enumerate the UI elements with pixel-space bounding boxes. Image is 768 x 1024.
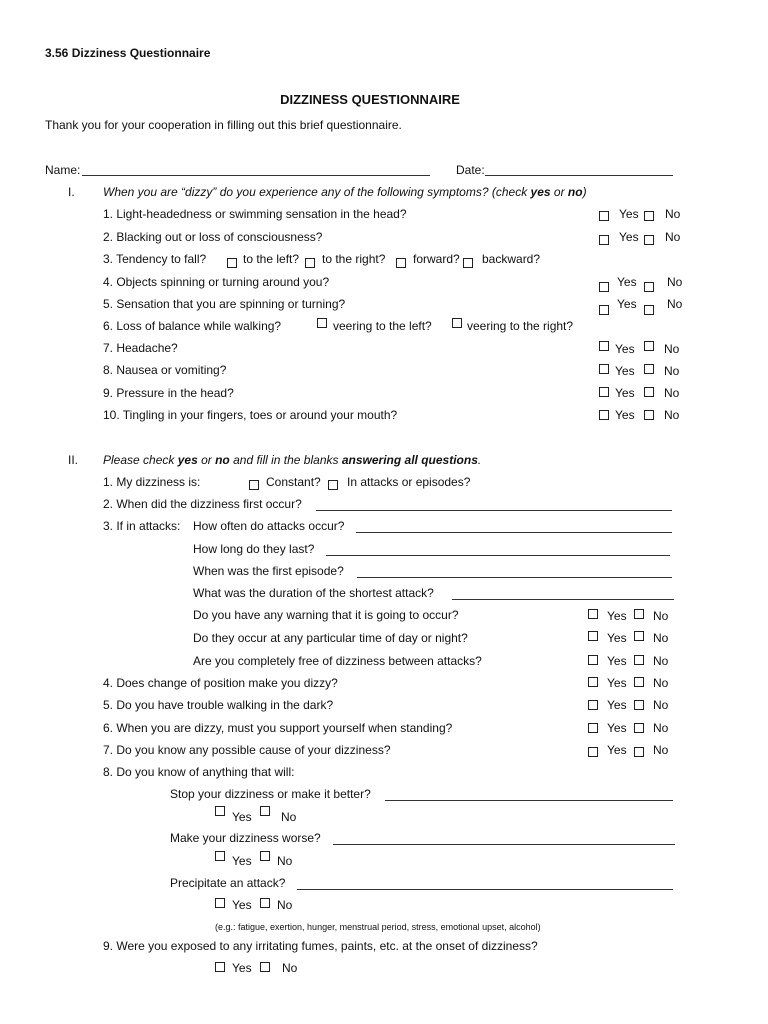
p1-q4-yes-checkbox[interactable] xyxy=(599,282,609,292)
part1-instructions: When you are “dizzy” do you experience any of the following symptoms? (check yes or no) xyxy=(103,185,587,199)
part1-numeral: I. xyxy=(68,185,75,199)
p2-q3d-text: What was the duration of the shortest attack? xyxy=(193,586,434,600)
p2-q6-yes-checkbox[interactable] xyxy=(588,723,598,733)
p1-q1-text: 1. Light-headedness or swimming sensation in the head? xyxy=(103,207,407,221)
option-label: veering to the right? xyxy=(467,319,574,333)
p2-q7-no-checkbox[interactable] xyxy=(634,747,644,757)
p1-q10-yes-checkbox[interactable] xyxy=(599,410,609,420)
p1-q5-text: 5. Sensation that you are spinning or turning? xyxy=(103,297,346,311)
yes-label: Yes xyxy=(607,654,627,668)
p1-q4-text: 4. Objects spinning or turning around you? xyxy=(103,275,330,289)
page-title: DIZZINESS QUESTIONNAIRE xyxy=(280,92,460,107)
no-label: No xyxy=(653,698,669,712)
yes-label: Yes xyxy=(607,721,627,735)
p2-q3-text: 3. If in attacks: xyxy=(103,519,181,533)
yes-label: Yes xyxy=(615,386,635,400)
p1-q2-text: 2. Blacking out or loss of consciousness? xyxy=(103,230,323,244)
p2-q8a-answer-line[interactable] xyxy=(385,800,673,801)
no-label: No xyxy=(281,810,297,824)
p1-q3-left-checkbox[interactable] xyxy=(227,258,237,268)
yes-label: Yes xyxy=(232,854,252,868)
p1-q6-left-checkbox[interactable] xyxy=(317,318,327,328)
p2-q8c-answer-line[interactable] xyxy=(297,889,673,890)
p2-q1-text: 1. My dizziness is: xyxy=(103,475,201,489)
yes-label: Yes xyxy=(607,676,627,690)
p2-q3a-answer-line[interactable] xyxy=(356,532,672,533)
p2-q3c-answer-line[interactable] xyxy=(357,577,672,578)
name-label: Name: xyxy=(45,163,81,177)
no-label: No xyxy=(665,207,681,221)
p2-q9-text: 9. Were you exposed to any irritating fumes, paints, etc. at the onset of dizziness? xyxy=(103,939,538,953)
p2-q3f-no-checkbox[interactable] xyxy=(634,631,644,641)
p2-q9-yes-checkbox[interactable] xyxy=(215,962,225,972)
p2-q8c-yes-checkbox[interactable] xyxy=(215,898,225,908)
yes-label: Yes xyxy=(615,364,635,378)
p2-q7-text: 7. Do you know any possible cause of your dizziness? xyxy=(103,743,391,757)
part2-instructions: Please check yes or no and fill in the blanks answering all questions. xyxy=(103,453,482,467)
yes-label: Yes xyxy=(615,408,635,422)
p2-q8c-no-checkbox[interactable] xyxy=(260,898,270,908)
p2-q3e-yes-checkbox[interactable] xyxy=(588,609,598,619)
p1-q7-no-checkbox[interactable] xyxy=(644,341,654,351)
p1-q3-right-checkbox[interactable] xyxy=(305,258,315,268)
p2-q8b-yes-checkbox[interactable] xyxy=(215,851,225,861)
option-label: to the left? xyxy=(243,252,300,266)
yes-label: Yes xyxy=(607,743,627,757)
p2-q4-yes-checkbox[interactable] xyxy=(588,677,598,687)
p1-q1-yes-checkbox[interactable] xyxy=(599,211,609,221)
yes-label: Yes xyxy=(619,230,639,244)
no-label: No xyxy=(653,654,669,668)
no-label: No xyxy=(653,631,669,645)
p2-q2-answer-line[interactable] xyxy=(316,510,672,511)
p1-q2-yes-checkbox[interactable] xyxy=(599,235,609,245)
p2-q3f-text: Do they occur at any particular time of day or night? xyxy=(193,631,468,645)
no-label: No xyxy=(664,386,680,400)
p1-q8-no-checkbox[interactable] xyxy=(644,364,654,374)
no-label: No xyxy=(664,342,680,356)
p2-q3g-no-checkbox[interactable] xyxy=(634,655,644,665)
p2-q8a-no-checkbox[interactable] xyxy=(260,806,270,816)
p2-q2-text: 2. When did the dizziness first occur? xyxy=(103,497,302,511)
no-label: No xyxy=(665,230,681,244)
p2-q4-no-checkbox[interactable] xyxy=(634,677,644,687)
p2-q8b-no-checkbox[interactable] xyxy=(260,851,270,861)
p1-q6-text: 6. Loss of balance while walking? xyxy=(103,319,282,333)
no-label: No xyxy=(277,898,293,912)
p2-q3e-no-checkbox[interactable] xyxy=(634,609,644,619)
p2-q9-no-checkbox[interactable] xyxy=(260,962,270,972)
yes-label: Yes xyxy=(607,609,627,623)
p2-q3g-yes-checkbox[interactable] xyxy=(588,655,598,665)
section-code: 3.56 Dizziness Questionnaire xyxy=(45,46,211,60)
p2-q5-no-checkbox[interactable] xyxy=(634,700,644,710)
yes-label: Yes xyxy=(617,275,637,289)
p2-q3e-text: Do you have any warning that it is going to occur? xyxy=(193,608,459,622)
yes-label: Yes xyxy=(607,631,627,645)
p2-q1-constant-checkbox[interactable] xyxy=(249,480,259,490)
p2-q6-text: 6. When you are dizzy, must you support yourself when standing? xyxy=(103,721,453,735)
p2-q5-text: 5. Do you have trouble walking in the dark? xyxy=(103,698,334,712)
no-label: No xyxy=(282,961,298,975)
option-label: Constant? xyxy=(266,475,321,489)
yes-label: Yes xyxy=(617,297,637,311)
p1-q5-no-checkbox[interactable] xyxy=(644,305,654,315)
p1-q8-yes-checkbox[interactable] xyxy=(599,364,609,374)
p2-q3a-text: How often do attacks occur? xyxy=(193,519,345,533)
p1-q3-forward-checkbox[interactable] xyxy=(396,258,406,268)
p2-q4-text: 4. Does change of position make you dizzy? xyxy=(103,676,338,690)
p2-q6-no-checkbox[interactable] xyxy=(634,723,644,733)
p1-q10-no-checkbox[interactable] xyxy=(644,410,654,420)
p1-q2-no-checkbox[interactable] xyxy=(644,235,654,245)
intro-text: Thank you for your cooperation in filling out this brief questionnaire. xyxy=(45,118,402,132)
yes-label: Yes xyxy=(615,342,635,356)
p2-q3b-text: How long do they last? xyxy=(193,542,315,556)
p1-q5-yes-checkbox[interactable] xyxy=(599,305,609,315)
date-field[interactable] xyxy=(485,175,673,176)
p1-q6-right-checkbox[interactable] xyxy=(452,318,462,328)
no-label: No xyxy=(664,408,680,422)
p1-q9-text: 9. Pressure in the head? xyxy=(103,386,234,400)
yes-label: Yes xyxy=(232,961,252,975)
date-label: Date: xyxy=(456,163,485,177)
p2-q8-examples-note: (e.g.: fatigue, exertion, hunger, menstrual period, stress, emotional upset, alcohol) xyxy=(215,922,541,932)
p1-q9-yes-checkbox[interactable] xyxy=(599,387,609,397)
p1-q3-text: 3. Tendency to fall? xyxy=(103,252,207,266)
p2-q8c-text: Precipitate an attack? xyxy=(170,876,286,890)
p2-q8a-text: Stop your dizziness or make it better? xyxy=(170,787,371,801)
yes-label: Yes xyxy=(232,810,252,824)
no-label: No xyxy=(664,364,680,378)
p2-q3f-yes-checkbox[interactable] xyxy=(588,631,598,641)
p1-q3-backward-checkbox[interactable] xyxy=(463,258,473,268)
option-label: backward? xyxy=(482,252,541,266)
p2-q8-text: 8. Do you know of anything that will: xyxy=(103,765,295,779)
p2-q3b-answer-line[interactable] xyxy=(326,555,670,556)
p2-q8b-text: Make your dizziness worse? xyxy=(170,831,321,845)
p1-q8-text: 8. Nausea or vomiting? xyxy=(103,363,227,377)
p1-q9-no-checkbox[interactable] xyxy=(644,387,654,397)
p2-q5-yes-checkbox[interactable] xyxy=(588,700,598,710)
p2-q3c-text: When was the first episode? xyxy=(193,564,344,578)
no-label: No xyxy=(653,743,669,757)
yes-label: Yes xyxy=(232,898,252,912)
option-label: to the right? xyxy=(322,252,386,266)
no-label: No xyxy=(277,854,293,868)
p1-q7-text: 7. Headache? xyxy=(103,341,178,355)
option-label: veering to the left? xyxy=(333,319,432,333)
p2-q3d-answer-line[interactable] xyxy=(452,599,674,600)
p1-q10-text: 10. Tingling in your fingers, toes or around your mouth? xyxy=(103,408,398,422)
p2-q1-attacks-checkbox[interactable] xyxy=(328,480,338,490)
part2-numeral: II. xyxy=(68,453,79,467)
option-label: In attacks or episodes? xyxy=(347,475,471,489)
yes-label: Yes xyxy=(619,207,639,221)
p2-q8a-yes-checkbox[interactable] xyxy=(215,806,225,816)
name-field[interactable] xyxy=(82,175,430,176)
yes-label: Yes xyxy=(607,698,627,712)
no-label: No xyxy=(667,275,683,289)
no-label: No xyxy=(667,297,683,311)
p2-q3g-text: Are you completely free of dizziness between attacks? xyxy=(193,654,482,668)
option-label: forward? xyxy=(413,252,460,266)
p1-q1-no-checkbox[interactable] xyxy=(644,211,654,221)
no-label: No xyxy=(653,676,669,690)
no-label: No xyxy=(653,609,669,623)
no-label: No xyxy=(653,721,669,735)
p1-q7-yes-checkbox[interactable] xyxy=(599,341,609,351)
p2-q8b-answer-line[interactable] xyxy=(333,844,675,845)
p1-q4-no-checkbox[interactable] xyxy=(644,282,654,292)
p2-q7-yes-checkbox[interactable] xyxy=(588,747,598,757)
